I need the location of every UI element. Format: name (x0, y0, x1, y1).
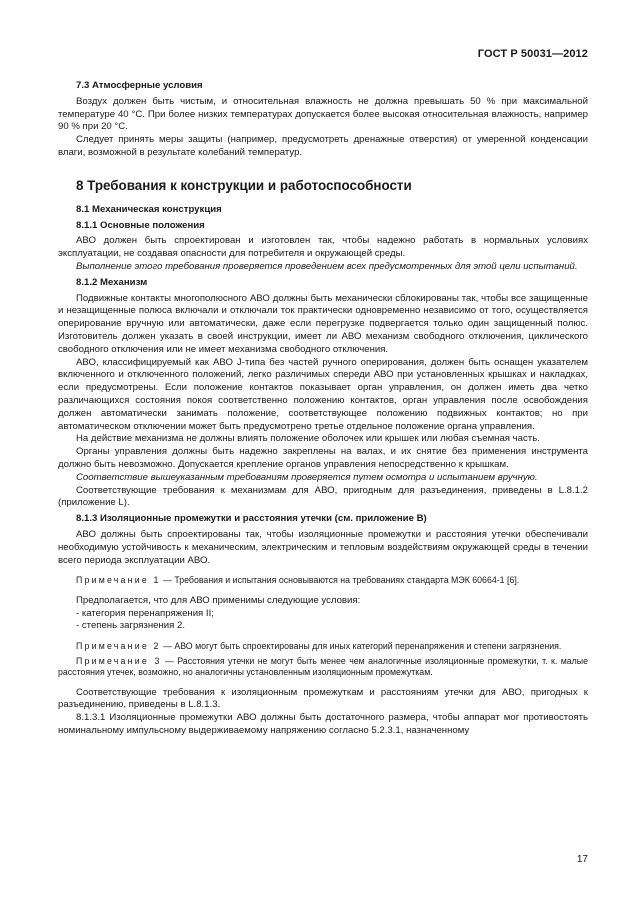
section-8-1-1-verification: Выполнение этого требования проверяется проведением всех предусмотренных для этой цели испытаний. (76, 260, 578, 272)
section-8-title: 8 Требования к конструкции и работоспособности (76, 177, 412, 193)
standard-header: ГОСТ Р 50031—2012 (477, 48, 588, 60)
page-content (58, 80, 588, 738)
note-2 (58, 641, 588, 653)
section-8-1-2-paragraph-6: Соответствующие требования к механизмам для АВО, пригодным для разъединения, приведены в L.8.1.2 (приложение L). (58, 484, 588, 509)
page-number: 17 (576, 854, 588, 865)
section-8-1-2-verification: Соответствие вышеуказанным требованиям проверяется путем осмотра и испытанием вручную. (76, 471, 538, 483)
note-1-text: — Требования и испытания основываются на требованиях стандарта МЭК 60664-1 [6]. (163, 575, 520, 586)
conditions-item-1: - категория перенапряжения II; (76, 607, 214, 619)
section-8-1-1-title: 8.1.1 Основные положения (76, 219, 205, 231)
note-1-label: Примечание 1 (76, 575, 161, 586)
section-7-3-title: 7.3 Атмосферные условия (76, 80, 203, 91)
section-8-1-1-paragraph-1: АВО должен быть спроектирован и изготовлен так, чтобы надежно работать в нормальных условиях эксплуатации, не создавая опасности для потребителя и окружающей среды. (58, 235, 588, 260)
note-1 (58, 575, 588, 587)
section-8-1-title: 8.1 Механическая конструкция (76, 203, 222, 215)
note-3 (58, 656, 588, 679)
note-3-label: Примечание 3 (76, 655, 162, 666)
section-8-1-2-title: 8.1.2 Механизм (76, 276, 148, 288)
section-8-1-2-paragraph-4: Органы управления должны быть надежно закреплены на валах, и их снятие без применения инструмента должно быть невозможно. Допускается крепление органов управления непосредственно к крышкам. (58, 446, 588, 470)
conditions-item-2: - степень загрязнения 2. (76, 620, 185, 632)
section-8-1-3-1-paragraph: 8.1.3.1 Изоляционные промежутки АВО должны быть достаточного размера, чтобы аппарат мог противостоять номинальному импульсному выдерживаемому напряжению согласно 5.2.3.1, назначенному (58, 712, 588, 737)
section-8-1-2-paragraph-3: На действие механизма не должны влиять положение оболочек или крышек или любая съемная часть. (76, 433, 540, 445)
section-8-1-2-paragraph-1: Подвижные контакты многополюсного АВО должны быть механически сблокированы так, чтобы все защищенные и незащищенные полюса включали и отключали ток практически одновременно независимо от того, осуществляется оперирование вручную или автоматически, даже если перегрузке подвергается только один защищенный полюс. Изготовитель должен указать в своей инструкции, имеет ли АВО механизм свободного отключения, циклического свободного отключения или не имеет механизма свободного отключения. (58, 292, 588, 355)
section-8-1-3-paragraph-1: АВО должны быть спроектированы так, чтобы изоляционные промежутки и расстояния утечки обеспечивали необходимую устойчивость к механическим, электрическим и тепловым воздействиям окружающей среды в течении всего периода эксплуатации АВО. (58, 528, 588, 566)
note-2-label: Примечание 2 (76, 641, 161, 652)
conditions-intro: Предполагается, что для АВО применимы следующие условия: (76, 594, 361, 606)
section-7-3-paragraph-1: Воздух должен быть чистым, и относительная влажность не должна превышать 50 % при максимальной температуре 40 °С. При более низких температурах допускается более высокая относительная влажность, например 90 % при 20 °С. (58, 95, 588, 133)
section-8-1-2-paragraph-2: АВО, классифицируемый как АВО J-типа без частей ручного оперирования, должен быть оснащен указателем включенного и отключенного положений, легко различимых спереди АВО при установленных крышках и накладках, если предусмотрены. Если положение контактов показывает орган управления, он должен иметь два четко различающихся состояния покоя соответственно положению контактов, орган управления после освобождения должен автоматически занимать положение, соответствующее положению подвижных контактов; но при автоматическом отключении может быть предусмотрено третье отдельное положение органа управления. (58, 356, 588, 432)
section-7-3-paragraph-2: Следует принять меры защиты (например, предусмотреть дренажные отверстия) от умеренной конденсации влаги, возможной в результате колебаний температур. (58, 134, 588, 158)
note-2-text: — АВО могут быть спроектированы для иных категорий перенапряжения и степени загрязнения. (163, 641, 562, 652)
section-8-1-3-title: 8.1.3 Изоляционные промежутки и расстояния утечки (см. приложение В) (76, 513, 427, 525)
section-8-1-3-paragraph-2: Соответствующие требования к изоляционным промежуткам и расстояниям утечки для АВО, пригодных к разъединению, приведены в L.8.1.3. (58, 686, 588, 711)
note-3-text: — Расстояния утечки не могут быть менее чем аналогичные изоляционные промежутки, т. к. малые расстояния утечек, возможно, но аналогичны установленным изоляционным промежуткам. (58, 655, 588, 678)
